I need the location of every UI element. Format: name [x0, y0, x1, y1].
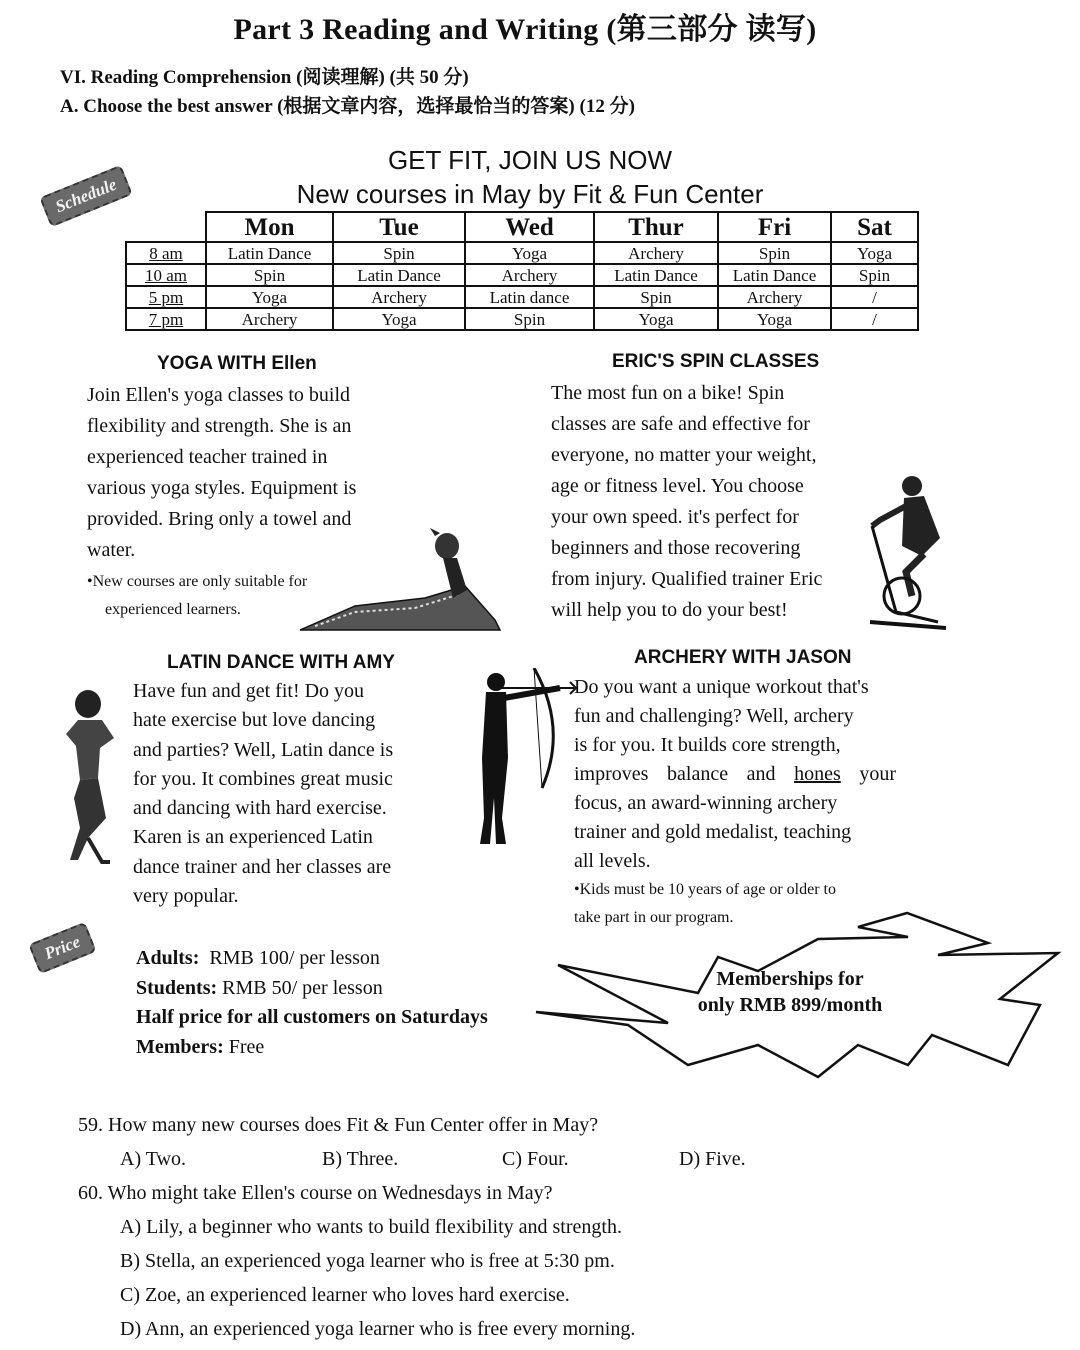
membership-line: only RMB 899/month — [697, 994, 883, 1016]
schedule-row — [126, 242, 918, 264]
yoga-note-line: experienced learners. — [105, 601, 241, 618]
schedule-header-row — [126, 212, 918, 242]
time-cell: 5 pm — [126, 286, 206, 308]
spin-body — [551, 378, 853, 626]
course-cell: Latin dance — [465, 286, 594, 308]
q60-option-d[interactable]: D) Ann, an experienced yoga learner who is free every morning. — [120, 1318, 636, 1340]
spin-line: your own speed. it's perfect for — [551, 506, 799, 528]
schedule-corner — [126, 212, 206, 242]
archery-line: Do you want a unique workout that's — [574, 676, 869, 698]
latin-line: and parties? Well, Latin dance is — [133, 738, 394, 761]
latin-line: for you. It combines great music — [133, 767, 393, 790]
course-cell: Latin Dance — [333, 264, 465, 286]
archery-your-word: your — [859, 763, 897, 785]
latin-line: Have fun and get fit! Do you — [133, 680, 365, 702]
day-header: Thur — [594, 212, 718, 242]
yoga-note — [87, 568, 307, 624]
day-header: Tue — [333, 212, 465, 242]
spin-line: age or fitness level. You choose — [551, 475, 804, 497]
spin-line: beginners and those recovering — [551, 537, 801, 559]
spin-heading: ERIC'S SPIN CLASSES — [612, 351, 820, 372]
yoga-line: water. — [87, 539, 136, 561]
membership-offer — [650, 966, 930, 1018]
yoga-heading: YOGA WITH Ellen — [157, 353, 317, 374]
latin-line: hate exercise but love dancing — [133, 709, 376, 732]
course-cell: Latin Dance — [594, 264, 718, 286]
question-60: 60. Who might take Ellen's course on Wednesdays in May? — [78, 1182, 553, 1204]
spin-line: The most fun on a bike! Spin — [551, 382, 785, 404]
course-cell: Archery — [465, 264, 594, 286]
price-adults-label: Adults: — [136, 947, 200, 969]
archery-line — [574, 760, 896, 789]
price-list — [136, 944, 488, 1062]
time-cell: 7 pm — [126, 308, 206, 330]
course-cell: Archery — [594, 242, 718, 264]
schedule-table — [125, 211, 919, 331]
yoga-line: flexibility and strength. She is an — [87, 415, 352, 437]
archery-line: focus, an award-winning archery — [574, 792, 838, 814]
spin-line: classes are safe and effective for — [551, 413, 810, 435]
course-cell: Archery — [333, 286, 465, 308]
price-students-label: Students: — [136, 976, 218, 999]
course-cell: Spin — [333, 242, 465, 264]
archery-note-line: take part in our program. — [574, 909, 734, 926]
archery-line: trainer and gold medalist, teaching — [574, 821, 852, 843]
membership-line: Memberships for — [716, 968, 864, 990]
price-students-value: RMB 50/ per lesson — [222, 976, 383, 999]
price-members-value: Free — [228, 1035, 265, 1058]
course-cell: Yoga — [718, 308, 831, 330]
schedule-row — [126, 308, 918, 330]
q59-option-b[interactable]: B) Three. — [322, 1148, 399, 1170]
archery-line: is for you. It builds core strength, — [574, 734, 841, 756]
course-cell: Spin — [594, 286, 718, 308]
latin-line: Karen is an experienced Latin — [133, 826, 373, 849]
course-cell: Latin Dance — [206, 242, 333, 264]
part-title: Part 3 Reading and Writing (第三部分 读写) — [233, 13, 817, 46]
price-saturday-text: Half price for all customers on Saturdays — [136, 1006, 488, 1028]
archery-note-line: •Kids must be 10 years of age or older to — [574, 881, 836, 898]
yoga-line: experienced teacher trained in — [87, 446, 328, 468]
latin-heading: LATIN DANCE WITH AMY — [167, 652, 395, 673]
schedule-row — [126, 264, 918, 286]
q60-option-c[interactable]: C) Zoe, an experienced learner who loves hard exercise. — [120, 1284, 570, 1306]
price-adults — [136, 944, 488, 974]
price-adults-value: RMB 100/ per lesson — [209, 947, 380, 969]
archery-line-text: improves balance and — [574, 763, 776, 785]
ad-title: GET FIT, JOIN US NOW — [387, 145, 673, 175]
course-cell: Yoga — [206, 286, 333, 308]
price-saturday — [136, 1003, 488, 1033]
archery-line: fun and challenging? Well, archery — [574, 705, 854, 727]
question-59: 59. How many new courses does Fit & Fun Center offer in May? — [78, 1114, 599, 1136]
course-cell: Yoga — [333, 308, 465, 330]
course-cell: Spin — [831, 264, 918, 286]
yoga-line: Join Ellen's yoga classes to build — [87, 384, 351, 406]
archery-hones-word: hones — [794, 763, 841, 785]
time-cell: 8 am — [126, 242, 206, 264]
course-cell: Latin Dance — [718, 264, 831, 286]
course-cell: Archery — [206, 308, 333, 330]
day-header: Mon — [206, 212, 333, 242]
latin-body — [133, 677, 426, 911]
q59-option-c[interactable]: C) Four. — [502, 1148, 569, 1170]
price-stamp: Price — [28, 922, 96, 974]
q59-option-d[interactable]: D) Five. — [679, 1148, 746, 1170]
latin-dancer-illustration — [58, 688, 130, 868]
day-header: Fri — [718, 212, 831, 242]
course-cell: Spin — [718, 242, 831, 264]
day-header: Sat — [831, 212, 918, 242]
course-cell: Spin — [465, 308, 594, 330]
price-members-label: Members: — [136, 1035, 224, 1058]
q60-option-b[interactable]: B) Stella, an experienced yoga learner who is free at 5:30 pm. — [120, 1250, 615, 1272]
course-cell: Yoga — [465, 242, 594, 264]
spin-bike-illustration — [862, 472, 957, 634]
latin-line: dance trainer and her classes are — [133, 855, 392, 878]
day-header: Wed — [465, 212, 594, 242]
yoga-note-line: •New courses are only suitable for — [87, 573, 308, 590]
course-cell: / — [831, 308, 918, 330]
time-cell: 10 am — [126, 264, 206, 286]
price-members — [136, 1033, 488, 1063]
spin-line: from injury. Qualified trainer Eric — [551, 568, 823, 590]
spin-line: will help you to do your best! — [551, 599, 788, 621]
course-cell: Spin — [206, 264, 333, 286]
price-students — [136, 974, 488, 1004]
yoga-line: provided. Bring only a towel and — [87, 508, 352, 530]
schedule-stamp: Schedule — [39, 165, 133, 228]
archery-body — [574, 673, 896, 876]
latin-line: very popular. — [133, 885, 239, 908]
course-cell: Yoga — [831, 242, 918, 264]
latin-line: and dancing with hard exercise. — [133, 797, 387, 820]
yoga-line: various yoga styles. Equipment is — [87, 477, 357, 499]
schedule-row — [126, 286, 918, 308]
course-cell: / — [831, 286, 918, 308]
subsection-heading: A. Choose the best answer (根据文章内容，选择最恰当的答案) (12 分) — [60, 96, 635, 117]
archery-heading: ARCHERY WITH JASON — [634, 647, 852, 668]
q60-option-a[interactable]: A) Lily, a beginner who wants to build flexibility and strength. — [120, 1216, 622, 1238]
course-cell: Archery — [718, 286, 831, 308]
spin-line: everyone, no matter your weight, — [551, 444, 817, 466]
section-heading: VI. Reading Comprehension (阅读理解) (共 50 分) — [60, 67, 469, 88]
q59-option-a[interactable]: A) Two. — [120, 1148, 187, 1170]
archery-line: all levels. — [574, 850, 651, 872]
course-cell: Yoga — [594, 308, 718, 330]
yoga-pose-illustration — [295, 528, 510, 636]
ad-subtitle: New courses in May by Fit & Fun Center — [296, 179, 764, 209]
archer-illustration — [468, 668, 578, 850]
